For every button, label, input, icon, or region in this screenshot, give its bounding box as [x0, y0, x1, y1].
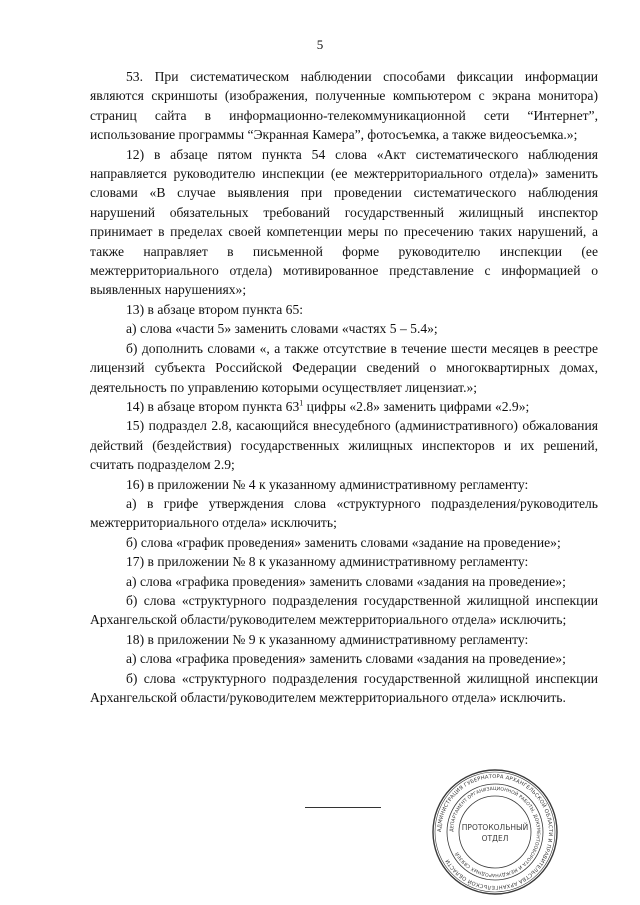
paragraph-53: 53. При систематическом наблюдении способами фиксации информации являются скриншоты (изображения, полученные компьютером с экрана монитора) страниц сайта в информационно-телекоммуникационной сети “Интернет”, использование программы “Экранная Камера”, фотосъемка, а также видеосъемка.»; [90, 69, 598, 143]
item-14-text: 14) в абзаце втором пункта 63 [126, 398, 300, 414]
stamp-center-line2: ОТДЕЛ [481, 834, 509, 843]
paragraph-item-16: 16) в приложении № 4 к указанному административному регламенту: [126, 476, 529, 492]
stamp-center-line1: ПРОТОКОЛЬНЫЙ [461, 823, 529, 832]
paragraph-item-13b: б) дополнить словами «, а также отсутствие в течение шести месяцев в реестре лицензий субъекта Российской Федерации сведений о многоквартирных домах, деятельность по управлению которыми осуществляет лицензиат.»; [90, 340, 598, 395]
paragraph-item-13: 13) в абзаце втором пункта 65: [126, 301, 304, 317]
item-14-text-end: цифры «2.8» заменить цифрами «2.9»; [303, 398, 530, 414]
paragraph-item-17b: б) слова «структурного подразделения государственной жилищной инспекции Архангельской области/руководителем межтерриториального отдела» исключить; [90, 592, 598, 628]
paragraph-item-14 [90, 397, 598, 416]
paragraph-item-18: 18) в приложении № 9 к указанному административному регламенту: [126, 631, 529, 647]
paragraph-item-18a: а) слова «графика проведения» заменить словами «задания на проведение»; [126, 651, 566, 667]
official-stamp [430, 767, 560, 897]
page-number: 5 [316, 37, 324, 52]
paragraph-item-12: 12) в абзаце пятом пункта 54 слова «Акт систематического наблюдения направляется руководителю инспекции (ее межтерриториального отдела)» заменить словами «В случае выявления при проведении систематического наблюдения нарушений обязательных требований государственный жилищный инспектор принимает в пределах своей компетенции меры по пресечению таких нарушений, а также направляет в письменной форме руководителю инспекции (ее межтерриториального отдела) мотивированное представление с информацией о выявленных нарушениях»; [90, 146, 598, 298]
paragraph-item-17a: а) слова «графика проведения» заменить словами «задания на проведение»; [126, 573, 566, 589]
paragraph-item-16b: б) слова «график проведения» заменить словами «задание на проведение»; [126, 534, 561, 550]
signature-line [305, 807, 381, 808]
paragraph-item-15: 15) подраздел 2.8, касающийся внесудебного (административного) обжалования действий (бездействия) государственных жилищных инспекторов и их решений, считать подразделом 2.9; [90, 418, 598, 473]
item-14-superscript: 1 [299, 398, 304, 408]
paragraph-item-16a: а) в грифе утверждения слова «структурного подразделения/руководитель межтерриториального отдела» исключить; [90, 495, 598, 531]
document-body [90, 67, 598, 707]
paragraph-item-17: 17) в приложении № 8 к указанному административному регламенту: [126, 554, 529, 570]
paragraph-item-18b: б) слова «структурного подразделения государственной жилищной инспекции Архангельской области/руководителем межтерриториального отдела» исключить. [90, 670, 598, 705]
stamp-outer-text: АДМИНИСТРАЦИЯ ГУБЕРНАТОРА АРХАНГЕЛЬСКОЙ ОБЛАСТИ И ПРАВИТЕЛЬСТВА АРХАНГЕЛЬСКОЙ ОБЛАСТИ [436, 773, 554, 891]
paragraph-item-13a: а) слова «части 5» заменить словами «частях 5 – 5.4»; [126, 321, 438, 337]
stamp-inner-text: ДЕПАРТАМЕНТ ОРГАНИЗАЦИОННОЙ РАБОТЫ, ДОКУМЕНТООБОРОТА И МЕЖДУНАРОДНЫХ СВЯЗЕЙ [449, 786, 541, 878]
